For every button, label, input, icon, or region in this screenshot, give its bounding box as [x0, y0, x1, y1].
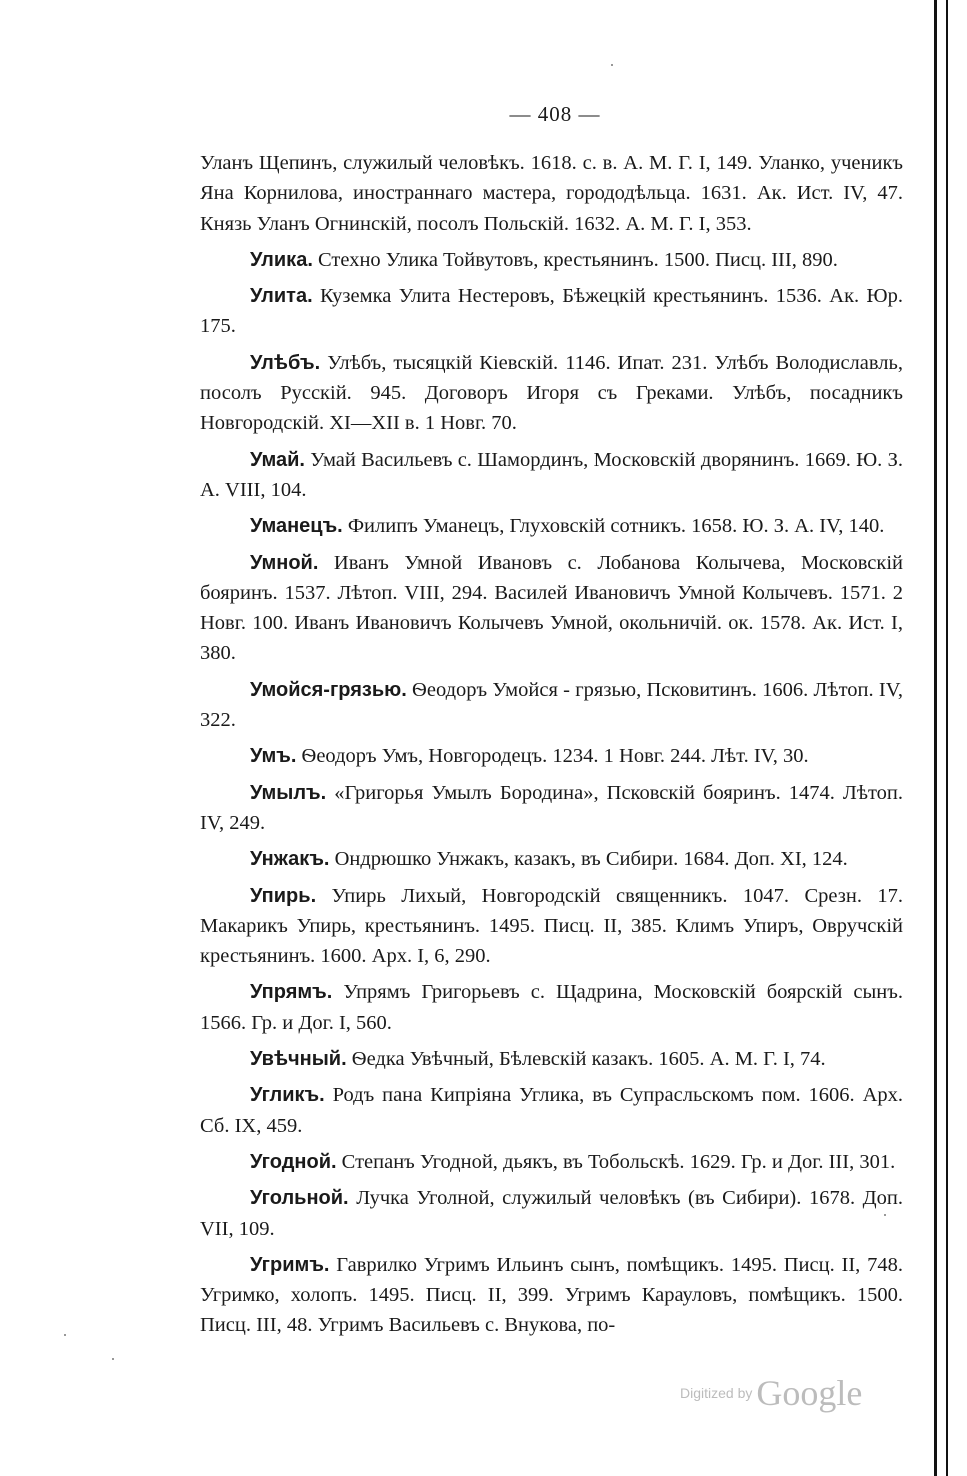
- dictionary-entry: [200, 348, 903, 439]
- entry-headword: Улѣбъ.: [250, 351, 321, 374]
- entry-headword: Уманецъ.: [250, 515, 343, 538]
- entry-headword: Умылъ.: [250, 781, 327, 804]
- dictionary-entry: [200, 1147, 903, 1177]
- watermark-prefix: Digitized by: [680, 1385, 753, 1401]
- entry-text: Улѣбъ, тысяцкій Кіевскій. 1146. Ипат. 231. Улѣбъ Володиславль, посолъ Русскій. 945. Договоръ Игоря съ Греками. Улѣбъ, посадникъ Новгородскій. XI—XII в. 1 Новг. 70.: [200, 351, 903, 435]
- scan-edge-line: [934, 0, 937, 1476]
- entry-headword: Умъ.: [250, 745, 297, 768]
- entry-headword: Угримъ.: [250, 1253, 330, 1276]
- entry-text: Умай Васильевъ с. Шамординъ, Московскій дворянинъ. 1669. Ю. З. А. VIII, 104.: [200, 448, 903, 501]
- dictionary-entry: [200, 445, 903, 506]
- entry-headword: Упирь.: [250, 884, 317, 907]
- entry-text: Упирь Лихый, Новгородскій священникъ. 1047. Срезн. 17. Макарикъ Упирь, крестьянинъ. 1495. Писц. II, 385. Климъ Упиръ, Овручскій крестьянинъ. 1600. Арх. I, 6, 290.: [200, 884, 903, 968]
- entry-headword: Упрямъ.: [250, 981, 333, 1004]
- dictionary-entry: [200, 977, 903, 1038]
- entry-text: Иванъ Умной Ивановъ с. Лобанова Колычева, Московскій бояринъ. 1537. Лѣтоп. VIII, 294. Василей Ивановичъ Умной Колычевъ. 1571. 2 Новг. 100. Иванъ Ивановичъ Колычевъ Умной, окольничій. ок. 1578. Ак. Ист. I, 380.: [200, 551, 903, 665]
- entry-headword: Умай.: [250, 448, 305, 471]
- entry-headword: Умойся-грязью.: [250, 678, 407, 701]
- scan-speck: [611, 64, 613, 66]
- dictionary-entry: [200, 1183, 903, 1244]
- entry-headword: Улита.: [250, 285, 313, 308]
- dictionary-entry: [200, 881, 903, 972]
- entry-text: Лучка Уголной, служилый человѣкъ (въ Сибири). 1678. Доп. VII, 109.: [200, 1187, 903, 1240]
- dictionary-text: [200, 148, 903, 1347]
- dictionary-entry: [200, 245, 903, 275]
- entry-text: Ѳеодоръ Умойся - грязью, Псковитинъ. 1606. Лѣтоп. IV, 322.: [200, 678, 903, 732]
- entry-text: Куземка Улита Нестеровъ, Бѣжецкій крестьянинъ. 1536. Ак. Юр. 175.: [200, 285, 903, 338]
- entry-text: Степанъ Угодной, дьякъ, въ Тобольскѣ. 1629. Гр. и Дог. III, 301.: [336, 1150, 896, 1173]
- entry-headword: Угольной.: [250, 1187, 349, 1210]
- entry-text: Ѳедка Увѣчный, Бѣлевскій казакъ. 1605. А. М. Г. I, 74.: [346, 1048, 826, 1071]
- entry-headword: Увѣчный.: [250, 1048, 347, 1071]
- page-number: — 408 —: [509, 102, 601, 126]
- scan-speck: [64, 1334, 66, 1336]
- entry-text: Уланъ Щепинъ, служилый человѣкъ. 1618. с. в. А. М. Г. I, 149. Уланко, ученикъ Яна Корнилова, иностраннаго мастера, горододѣльца. 1631. Ак. Ист. IV, 47. Князь Уланъ Огнинскій, посолъ Польскій. 1632. А. М. Г. I, 353.: [200, 152, 903, 235]
- dictionary-entry: [200, 511, 903, 541]
- entry-headword: Умной.: [250, 551, 319, 574]
- dictionary-entry: [200, 548, 903, 669]
- entry-text: Филипъ Уманецъ, Глуховскій сотникъ. 1658. Ю. З. А. IV, 140.: [342, 515, 885, 538]
- dictionary-entry: [200, 778, 903, 839]
- dictionary-entry: [200, 281, 903, 342]
- entry-headword: Унжакъ.: [250, 848, 330, 871]
- entry-text: Ондрюшко Унжакъ, казакъ, въ Сибири. 1684. Доп. XI, 124.: [329, 848, 848, 871]
- scan-speck: [112, 1358, 114, 1360]
- dictionary-entry: [200, 741, 903, 771]
- entry-text: Ѳеодоръ Умъ, Новгородецъ. 1234. 1 Новг. 244. Лѣт. IV, 30.: [296, 745, 809, 768]
- watermark-brand: Google: [756, 1373, 863, 1413]
- entry-headword: Угликъ.: [250, 1084, 325, 1107]
- entry-text: Упрямъ Григорьевъ с. Щадрина, Московскій боярскій сынъ. 1566. Гр. и Дог. I, 560.: [200, 981, 903, 1034]
- dictionary-entry: [200, 675, 903, 736]
- entry-headword: Угодной.: [250, 1150, 337, 1173]
- dictionary-entry: [200, 1044, 903, 1074]
- scan-edge-line: [946, 0, 948, 1476]
- entry-headword: Улика.: [250, 248, 313, 271]
- dictionary-entry: [200, 1250, 903, 1341]
- dictionary-entry: [200, 1080, 903, 1141]
- entry-text: Стехно Улика Тойвутовъ, крестьянинъ. 1500. Писц. III, 890.: [312, 248, 838, 271]
- dictionary-entry: [200, 148, 903, 239]
- dictionary-entry: [200, 844, 903, 874]
- entry-text: «Григорья Умылъ Бородина», Псковскій бояринъ. 1474. Лѣтоп. IV, 249.: [200, 781, 903, 834]
- entry-text: Гаврилко Угримъ Ильинъ сынъ, помѣщикъ. 1495. Писц. II, 748. Угримко, холопъ. 1495. Писц. II, 399. Угримъ Карауловъ, помѣщикъ. 1500. Писц. III, 48. Угримъ Васильевъ с. Внукова, по-: [200, 1253, 903, 1337]
- entry-text: Родъ пана Кипріяна Углика, въ Супрасльскомъ пом. 1606. Арх. Сб. IX, 459.: [200, 1084, 903, 1137]
- digitized-watermark: [680, 1372, 890, 1412]
